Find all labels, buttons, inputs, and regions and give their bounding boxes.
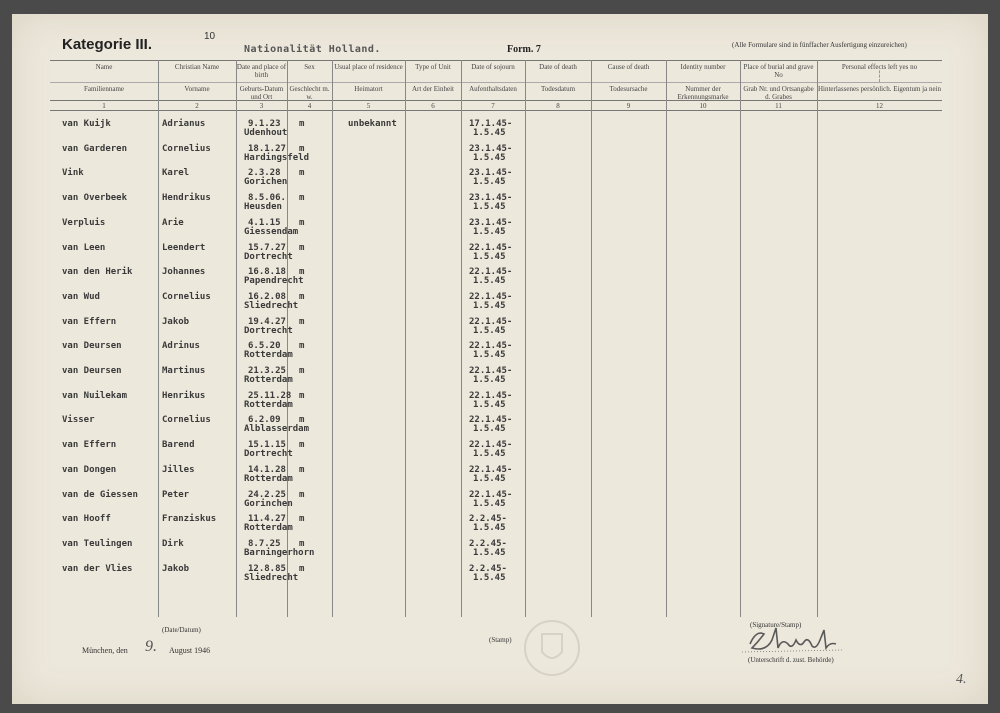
column-header-de: Grab Nr. und Ortsangabe d. Grabes [743,85,814,101]
sojourn-to-cell: 1.5.45 [473,498,506,509]
first-name-cell: Adrinus [162,341,200,352]
surname-cell: van den Herik [62,267,133,278]
birth-place-cell: Dortrecht [244,251,293,262]
column-divider [525,60,526,617]
column-header-de: Nummer der Erkennungsmarke [677,85,729,101]
first-name-cell: Jilles [162,464,195,475]
column-header-de: Geburts-Datum und Ort [239,85,284,101]
first-name-cell: Dirk [162,538,184,549]
birth-place-cell: Barningerhorn [244,547,315,558]
column-divider [461,60,462,617]
faint-seal [520,618,584,678]
sojourn-from-cell: 22.1.45- [469,489,513,500]
sojourn-from-cell: 2.2.45- [469,538,507,549]
sojourn-from-cell: 22.1.45- [469,291,513,302]
birth-date-cell: 6.5.20 [248,341,281,352]
surname-cell: van der Vlies [62,563,133,574]
residence-cell: unbekannt [348,119,397,129]
rule-number-row [50,110,942,111]
column-header-de: Todesursache [609,85,648,93]
birth-place-cell: Dortrecht [244,325,293,336]
column-header-en: Sex [304,63,315,71]
column-header-en: Identity number [680,63,726,71]
place-date: München, den [82,646,128,655]
sex-cell: m [299,563,305,574]
sojourn-to-cell: 1.5.45 [473,399,506,410]
column-divider [236,60,237,617]
sex-cell: m [299,489,305,500]
surname-cell: Verpluis [62,217,106,228]
birth-place-cell: Alblasserdam [244,424,310,435]
sojourn-to-cell: 1.5.45 [473,449,506,460]
birth-place-cell: Rotterdam [244,399,293,410]
date-label: (Date/Datum) [162,626,201,634]
effects-divider [879,66,881,82]
rule-header-mid [50,82,942,83]
sojourn-to-cell: 1.5.45 [473,523,506,534]
column-number: 7 [491,102,495,110]
birth-date-cell: 16.2.08 [248,291,286,302]
birth-date-cell: 25.11.28 [248,390,292,401]
column-header-en: Cause of death [607,63,650,71]
birth-place-cell: Gorichen [244,177,288,188]
column-divider [740,60,741,617]
column-header-en: Date and place of birth [236,63,287,79]
copies-note: (Alle Formulare sind in fünffacher Ausfertigung einzureichen) [732,41,907,49]
surname-cell: van Teulingen [62,538,133,549]
document-page [12,14,988,704]
sojourn-to-cell: 1.5.45 [473,251,506,262]
birth-place-cell: Rotterdam [244,473,293,484]
birth-date-cell: 6.2.09 [248,415,281,426]
sojourn-to-cell: 1.5.45 [473,276,506,287]
column-header-en: Usual place of residence [334,63,403,71]
rule-top [50,60,942,61]
birth-date-cell: 15.1.15 [248,440,286,451]
column-header-de: Todesdatum [540,85,576,93]
birth-place-cell: Rotterdam [244,375,293,385]
sojourn-to-cell: 1.5.45 [473,152,506,163]
sojourn-from-cell: 22.1.45- [469,316,513,327]
sex-cell: m [299,464,305,475]
surname-cell: van Effern [62,316,117,327]
first-name-cell: Johannes [162,267,206,278]
column-number: 6 [431,102,435,110]
surname-cell: van de Giessen [62,489,138,500]
sex-cell: m [299,415,305,426]
sojourn-from-cell: 22.1.45- [469,390,513,401]
first-name-cell: Leendert [162,242,206,253]
sex-cell: m [299,366,305,376]
signature-caption: (Unterschrift d. zust. Behörde) [748,656,834,664]
column-divider [666,60,667,617]
first-name-cell: Arie [162,217,184,228]
birth-date-cell: 11.4.27 [248,514,286,525]
column-header-en: Type of Unit [415,63,451,71]
column-number: 9 [626,102,631,110]
sojourn-from-cell: 22.1.45- [469,267,513,278]
birth-date-cell: 21.3.25 [248,366,286,376]
surname-cell: van Kuijk [62,119,111,129]
corner-mark: 4. [956,672,967,687]
birth-date-cell: 19.4.27 [248,316,286,327]
birth-place-cell: Sliedrecht [244,572,299,583]
first-name-cell: Henrikus [162,390,206,401]
birth-date-cell: 8.7.25 [248,538,281,549]
birth-place-cell: Dortrecht [244,449,293,460]
surname-cell: van Garderen [62,143,128,154]
column-header-de: Art der Einheit [412,85,454,93]
column-header-de: Familienname [83,85,125,93]
birth-place-cell: Udenhout [244,128,288,138]
sojourn-to-cell: 1.5.45 [473,177,506,188]
birth-date-cell: 14.1.28 [248,464,286,475]
sojourn-from-cell: 22.1.45- [469,366,513,376]
sojourn-from-cell: 22.1.45- [469,440,513,451]
first-name-cell: Jakob [162,316,190,327]
surname-cell: Visser [62,415,95,426]
sojourn-from-cell: 22.1.45- [469,415,513,426]
sojourn-to-cell: 1.5.45 [473,547,506,558]
first-name-cell: Barend [162,440,195,451]
sojourn-to-cell: 1.5.45 [473,350,506,361]
sojourn-from-cell: 23.1.45- [469,193,513,204]
column-divider [332,60,333,617]
page-number: 10 [204,31,216,42]
surname-cell: van Nuilekam [62,390,128,401]
column-header-en: Christian Name [174,63,220,71]
sex-cell: m [299,168,305,179]
birth-date-cell: 8.5.06. [248,193,286,204]
first-name-cell: Jakob [162,563,190,574]
surname-cell: van Deursen [62,341,122,352]
first-name-cell: Martinus [162,366,206,376]
first-name-cell: Peter [162,489,190,500]
sojourn-to-cell: 1.5.45 [473,226,506,237]
surname-cell: van Leen [62,242,106,253]
column-number: 4 [307,102,312,110]
sojourn-from-cell: 22.1.45- [469,341,513,352]
sojourn-to-cell: 1.5.45 [473,128,506,138]
birth-place-cell: Giessendam [244,226,299,237]
sex-cell: m [299,440,305,451]
column-header-de: Aufenthaltsdaten [469,85,517,93]
birth-date-cell: 2.3.28 [248,168,281,179]
birth-date-cell: 12.8.85 [248,563,286,574]
category-title: Kategorie III. [62,36,153,53]
sex-cell: m [299,390,305,401]
birth-place-cell: Sliedrecht [244,300,299,311]
first-name-cell: Adrianus [162,119,206,129]
sex-cell: m [299,341,305,352]
column-header-de: Vorname [184,85,210,93]
birth-date-cell: 15.7.27 [248,242,286,253]
handwritten-signature [742,622,852,658]
first-name-cell: Cornelius [162,143,211,154]
sex-cell: m [299,538,305,549]
column-number: 12 [876,102,883,110]
sojourn-to-cell: 1.5.45 [473,572,506,583]
column-divider [817,60,818,617]
sojourn-from-cell: 2.2.45- [469,563,507,574]
birth-date-cell: 4.1.15 [248,217,281,228]
column-header-de: Hinterlassenes persönlich. Eigentum ja nein [817,85,942,93]
column-number: 2 [195,102,199,110]
sojourn-from-cell: 2.2.45- [469,514,507,525]
sojourn-to-cell: 1.5.45 [473,473,506,484]
nationality-stamp: Nationalität Holland. [244,44,381,55]
sojourn-from-cell: 22.1.45- [469,242,513,253]
birth-date-cell: 24.2.25 [248,489,286,500]
sex-cell: m [299,291,305,302]
first-name-cell: Cornelius [162,415,211,426]
surname-cell: van Dongen [62,464,117,475]
column-divider [591,60,592,617]
surname-cell: van Deursen [62,366,122,376]
form-number: Form. 7 [507,44,541,55]
column-divider [158,60,159,617]
sojourn-to-cell: 1.5.45 [473,375,506,385]
column-header-en: Name [95,63,113,71]
sex-cell: m [299,242,305,253]
sojourn-from-cell: 17.1.45- [469,119,513,129]
sojourn-from-cell: 22.1.45- [469,464,513,475]
sojourn-from-cell: 23.1.45- [469,168,513,179]
sojourn-to-cell: 1.5.45 [473,424,506,435]
column-header-en: Place of burial and grave No [743,63,814,79]
sex-cell: m [299,193,305,204]
first-name-cell: Cornelius [162,291,211,302]
first-name-cell: Hendrikus [162,193,211,204]
first-name-cell: Franziskus [162,514,217,525]
column-number: 1 [102,102,106,110]
sex-cell: m [299,119,305,129]
signature-label: (Signature/Stamp) [750,621,802,629]
surname-cell: van Effern [62,440,117,451]
column-number: 11 [775,102,782,110]
date-month-year: August 1946 [169,646,211,655]
sojourn-from-cell: 23.1.45- [469,143,513,154]
column-header-en: Date of death [539,63,577,71]
column-divider [405,60,406,617]
birth-place-cell: Rotterdam [244,523,293,534]
first-name-cell: Karel [162,168,190,179]
column-header-en: Date of sojourn [471,63,515,71]
birth-date-cell: 16.8.18 [248,267,286,278]
surname-cell: Vink [62,168,84,179]
surname-cell: van Overbeek [62,193,128,204]
sex-cell: m [299,316,305,327]
column-number: 8 [556,102,560,110]
sex-cell: m [299,267,305,278]
birth-place-cell: Papendrecht [244,276,304,287]
column-number: 3 [259,102,264,110]
sojourn-from-cell: 23.1.45- [469,217,513,228]
date-day: 9. [145,638,157,655]
sex-cell: m [299,143,305,154]
birth-place-cell: Heusden [244,202,282,213]
column-header-de: Heimatort [354,85,383,93]
birth-place-cell: Gorinchen [244,498,293,509]
sojourn-to-cell: 1.5.45 [473,300,506,311]
birth-place-cell: Hardingsfeld [244,152,310,163]
surname-cell: van Hooff [62,514,111,525]
sex-cell: m [299,217,305,228]
stamp-label: (Stamp) [489,636,512,644]
birth-place-cell: Rotterdam [244,350,293,361]
column-number: 10 [699,102,707,110]
birth-date-cell: 9.1.23 [248,119,281,129]
column-header-en: Personal effects left yes no [841,63,918,71]
sojourn-to-cell: 1.5.45 [473,325,506,336]
sex-cell: m [299,514,305,525]
sojourn-to-cell: 1.5.45 [473,202,506,213]
birth-date-cell: 18.1.27 [248,143,286,154]
column-header-de: Geschlecht m. w. [289,85,330,101]
surname-cell: van Wud [62,291,100,302]
column-number: 5 [366,102,371,110]
